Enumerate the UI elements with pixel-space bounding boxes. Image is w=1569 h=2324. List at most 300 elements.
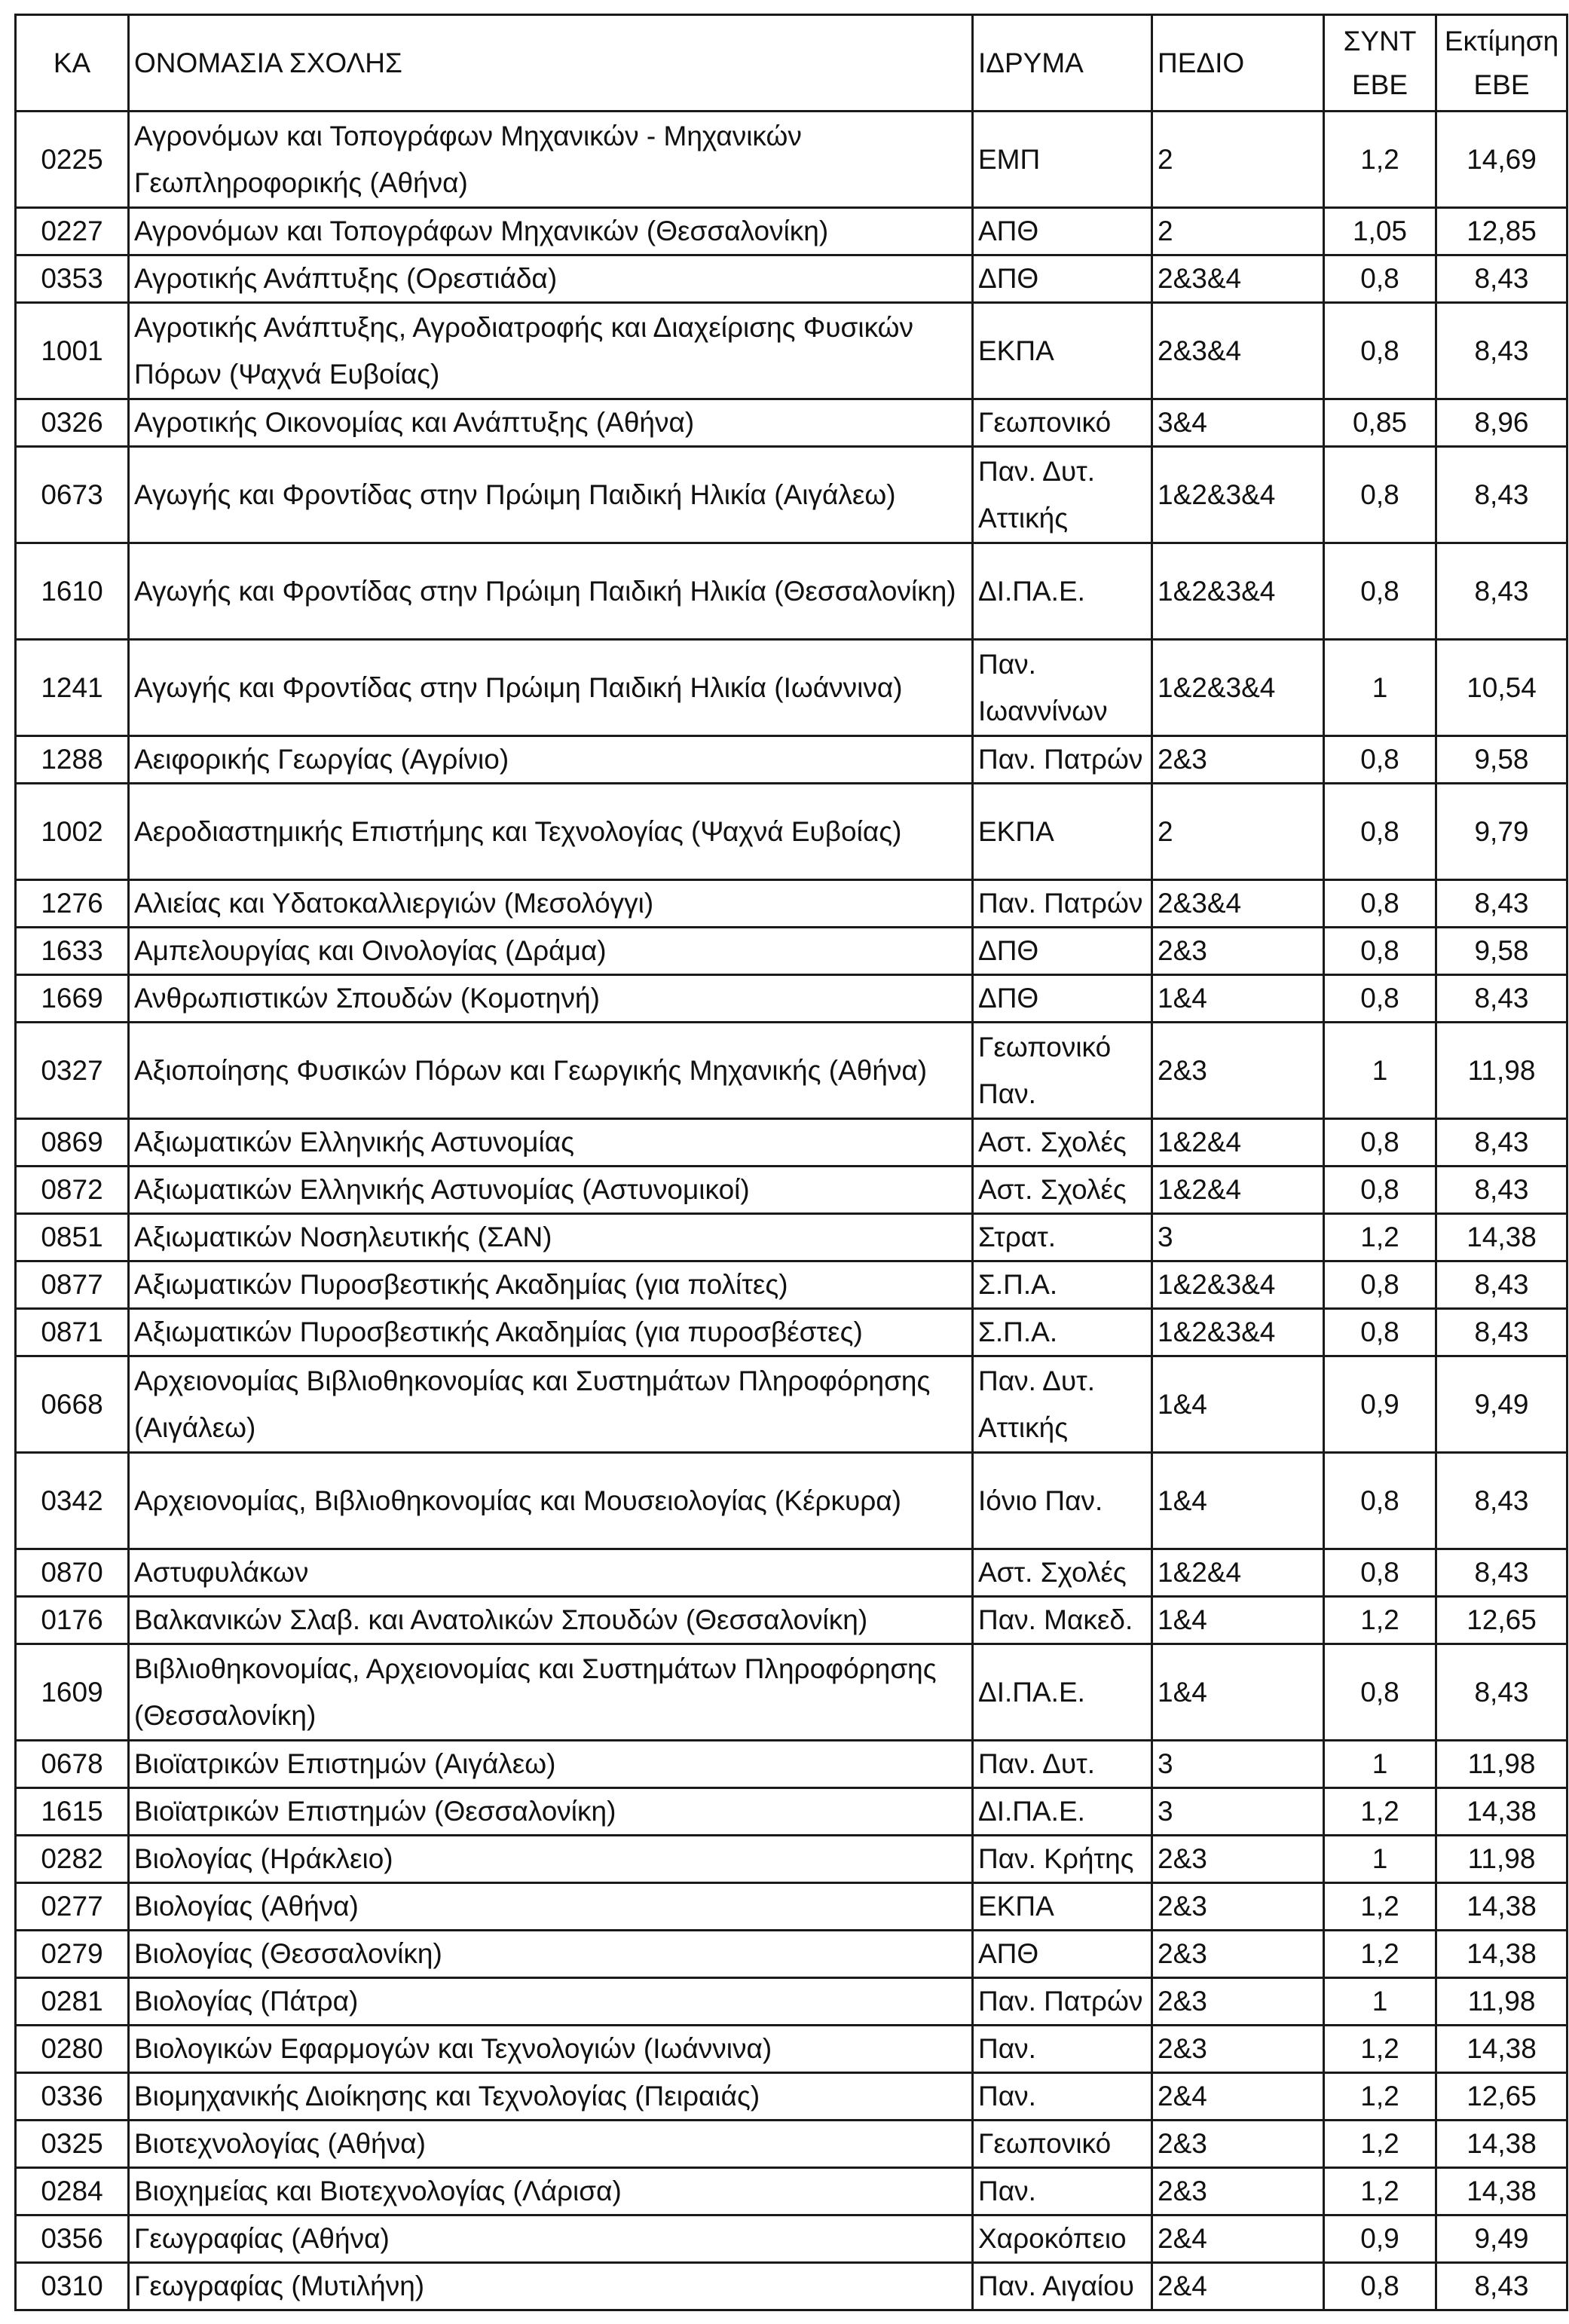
- cell-field-text: 2: [1158, 216, 1173, 246]
- cell-code-text: 0281: [41, 1986, 103, 2017]
- cell-code-text: 0280: [41, 2033, 103, 2064]
- cell-coefficient: [1324, 2263, 1436, 2310]
- cell-institution: [973, 784, 1152, 880]
- cell-estimate: [1436, 255, 1567, 303]
- cell-school-name-text: Βιοτεχνολογίας (Αθήνα): [134, 2128, 426, 2159]
- cell-code-text: 1001: [41, 335, 103, 366]
- table-row: [16, 255, 1567, 303]
- cell-estimate: [1436, 399, 1567, 447]
- cell-estimate: [1436, 1309, 1567, 1356]
- cell-school-name: [129, 1978, 973, 2026]
- cell-institution-text: Γεωπονικό Παν.: [978, 1031, 1112, 1109]
- cell-institution-text: ΔΠΘ: [978, 263, 1039, 294]
- cell-school-name: [129, 2215, 973, 2263]
- table-row: [16, 303, 1567, 399]
- cell-school-name: [129, 1644, 973, 1741]
- cell-school-name-text: Αρχειονομίας, Βιβλιοθηκονομίας και Μουσειολογίας (Κέρκυρα): [134, 1485, 901, 1516]
- cell-institution-text: Ιόνιο Παν.: [978, 1485, 1103, 1516]
- cell-school-name: [129, 1788, 973, 1836]
- cell-school-name: [129, 2026, 973, 2073]
- cell-field-text: 3&4: [1158, 407, 1207, 438]
- cell-field-text: 3: [1158, 1222, 1173, 1252]
- cell-field-text: 3: [1158, 1748, 1173, 1779]
- cell-code-text: 0678: [41, 1748, 103, 1779]
- cell-school-name-text: Βιολογίας (Αθήνα): [134, 1891, 359, 1922]
- cell-school-name-text: Αγωγής και Φροντίδας στην Πρώιμη Παιδική Ηλικία (Ιωάννινα): [134, 671, 903, 703]
- cell-coefficient: [1324, 784, 1436, 880]
- cell-code-text: 0877: [41, 1269, 103, 1300]
- cell-estimate: [1436, 1214, 1567, 1261]
- cell-code-text: 0310: [41, 2270, 103, 2301]
- cell-coefficient: [1324, 2121, 1436, 2168]
- cell-code-text: 0871: [41, 1316, 103, 1347]
- cell-coefficient-text: 1: [1372, 1843, 1388, 1874]
- cell-estimate: [1436, 784, 1567, 880]
- cell-school-name: [129, 928, 973, 975]
- cell-estimate-text: 8,96: [1474, 407, 1529, 438]
- table-row: [16, 1453, 1567, 1549]
- cell-coefficient: [1324, 880, 1436, 928]
- cell-coefficient: [1324, 1597, 1436, 1644]
- cell-code-text: 1609: [41, 1676, 103, 1708]
- cell-school-name-text: Αλιείας και Υδατοκαλλιεργιών (Μεσολόγγι): [134, 888, 654, 919]
- cell-code: [16, 1836, 129, 1883]
- cell-school-name-text: Ανθρωπιστικών Σπουδών (Κομοτηνή): [134, 983, 600, 1014]
- cell-code-text: 0869: [41, 1127, 103, 1157]
- cell-field-text: 2: [1158, 143, 1173, 175]
- cell-field-text: 1&4: [1158, 1676, 1207, 1708]
- cell-code: [16, 1883, 129, 1931]
- cell-estimate: [1436, 2073, 1567, 2121]
- cell-field-text: 2: [1158, 815, 1173, 847]
- table-row: [16, 1214, 1567, 1261]
- cell-estimate-text: 9,58: [1474, 935, 1529, 966]
- cell-coefficient: [1324, 1356, 1436, 1453]
- cell-institution-text: ΕΚΠΑ: [978, 815, 1054, 847]
- cell-field-text: 1&2&3&4: [1158, 1316, 1276, 1347]
- cell-institution-text: ΔΠΘ: [978, 983, 1039, 1014]
- cell-estimate: [1436, 1167, 1567, 1214]
- cell-institution-text: ΑΠΘ: [978, 1938, 1039, 1969]
- header-coefficient: ΣΥΝΤ ΕΒΕ: [1324, 15, 1436, 112]
- cell-code-text: 0356: [41, 2223, 103, 2254]
- cell-institution: [973, 1309, 1152, 1356]
- cell-school-name-text: Βιολογίας (Θεσσαλονίκη): [134, 1938, 442, 1969]
- cell-estimate-text: 14,38: [1467, 1796, 1537, 1827]
- cell-institution-text: Παν. Κρήτης: [978, 1843, 1134, 1874]
- cell-institution-text: ΔΙ.ΠΑ.Ε.: [978, 1796, 1085, 1827]
- cell-school-name-text: Αγωγής και Φροντίδας στην Πρώιμη Παιδική Ηλικία (Θεσσαλονίκη): [134, 575, 956, 607]
- table-row: [16, 1309, 1567, 1356]
- table-row: [16, 208, 1567, 255]
- cell-coefficient: [1324, 1883, 1436, 1931]
- cell-institution: [973, 303, 1152, 399]
- cell-coefficient: [1324, 208, 1436, 255]
- cell-institution-text: Παν.: [978, 2033, 1036, 2064]
- cell-school-name: [129, 1023, 973, 1119]
- cell-school-name-text: Αγροτικής Ανάπτυξης (Ορεστιάδα): [134, 263, 558, 294]
- cell-institution-text: ΕΚΠΑ: [978, 335, 1054, 366]
- table-row: [16, 543, 1567, 640]
- cell-institution: [973, 1741, 1152, 1788]
- cell-estimate-text: 8,43: [1474, 2270, 1529, 2301]
- cell-school-name-text: Αξιωματικών Ελληνικής Αστυνομίας (Αστυνομικοί): [134, 1174, 750, 1205]
- cell-field-text: 2&3: [1158, 1986, 1207, 2017]
- cell-school-name-text: Βιολογίας (Πάτρα): [134, 1986, 359, 2017]
- cell-code: [16, 1261, 129, 1309]
- cell-institution-text: Αστ. Σχολές: [978, 1557, 1127, 1588]
- cell-institution-text: Παν. Πατρών: [978, 1986, 1143, 2017]
- cell-code: [16, 2168, 129, 2215]
- cell-institution-text: Παν. Ιωαννίνων: [978, 648, 1108, 726]
- cell-coefficient-text: 0,8: [1360, 1485, 1399, 1516]
- cell-code-text: 1615: [41, 1796, 103, 1827]
- cell-school-name-text: Βιολογικών Εφαρμογών και Τεχνολογιών (Ιωάννινα): [134, 2033, 772, 2064]
- cell-school-name-text: Αγρονόμων και Τοπογράφων Μηχανικών - Μηχανικών Γεωπληροφορικής (Αθήνα): [134, 120, 802, 198]
- cell-coefficient-text: 1,2: [1360, 1796, 1399, 1827]
- cell-field-text: 1&2&4: [1158, 1174, 1242, 1205]
- cell-school-name: [129, 447, 973, 543]
- cell-coefficient-text: 0,8: [1360, 815, 1399, 847]
- cell-coefficient-text: 1,2: [1360, 143, 1399, 175]
- cell-school-name-text: Αειφορικής Γεωργίας (Αγρίνιο): [134, 744, 509, 775]
- cell-school-name-text: Αξιωματικών Ελληνικής Αστυνομίας: [134, 1127, 574, 1157]
- cell-institution-text: Χαροκόπειο: [978, 2223, 1127, 2254]
- cell-estimate: [1436, 928, 1567, 975]
- cell-field-text: 2&4: [1158, 2223, 1207, 2254]
- table-row: [16, 1741, 1567, 1788]
- cell-estimate-text: 8,43: [1474, 888, 1529, 919]
- cell-estimate: [1436, 736, 1567, 784]
- cell-field-text: 2&3: [1158, 1054, 1207, 1086]
- cell-school-name: [129, 880, 973, 928]
- cell-field-text: 1&2&3&4: [1158, 575, 1276, 607]
- cell-institution-text: Στρατ.: [978, 1222, 1057, 1252]
- cell-estimate-text: 14,38: [1467, 1938, 1537, 1969]
- cell-field-text: 2&3: [1158, 1843, 1207, 1874]
- cell-estimate: [1436, 208, 1567, 255]
- cell-school-name-text: Αξιωματικών Πυροσβεστικής Ακαδημίας (για πυροσβέστες): [134, 1316, 863, 1347]
- cell-code: [16, 928, 129, 975]
- cell-school-name-text: Αμπελουργίας και Οινολογίας (Δράμα): [134, 935, 607, 966]
- cell-school-name: [129, 1549, 973, 1597]
- cell-field-text: 2&4: [1158, 2081, 1207, 2111]
- cell-coefficient-text: 1: [1372, 1748, 1388, 1779]
- cell-estimate-text: 14,38: [1467, 1222, 1537, 1252]
- cell-code-text: 1288: [41, 744, 103, 775]
- cell-school-name-text: Αξιοποίησης Φυσικών Πόρων και Γεωργικής Μηχανικής (Αθήνα): [134, 1054, 928, 1086]
- cell-coefficient: [1324, 640, 1436, 736]
- cell-coefficient: [1324, 975, 1436, 1023]
- cell-field: [1152, 1167, 1324, 1214]
- table-row: [16, 880, 1567, 928]
- cell-school-name: [129, 1214, 973, 1261]
- cell-field: [1152, 784, 1324, 880]
- cell-school-name-text: Βιοϊατρικών Επιστημών (Θεσσαλονίκη): [134, 1796, 616, 1827]
- cell-school-name: [129, 2168, 973, 2215]
- table-row: [16, 1836, 1567, 1883]
- cell-estimate: [1436, 112, 1567, 208]
- cell-estimate-text: 11,98: [1467, 1748, 1536, 1779]
- cell-institution: [973, 1356, 1152, 1453]
- table-row: [16, 2121, 1567, 2168]
- cell-school-name: [129, 2073, 973, 2121]
- cell-coefficient: [1324, 399, 1436, 447]
- cell-code: [16, 2026, 129, 2073]
- cell-school-name-text: Αστυφυλάκων: [134, 1557, 309, 1588]
- cell-estimate-text: 8,43: [1474, 1676, 1529, 1708]
- cell-institution: [973, 1788, 1152, 1836]
- cell-code-text: 0284: [41, 2176, 103, 2206]
- cell-code-text: 0225: [41, 143, 103, 175]
- cell-coefficient: [1324, 2026, 1436, 2073]
- cell-coefficient: [1324, 1931, 1436, 1978]
- cell-coefficient-text: 0,9: [1360, 2223, 1399, 2254]
- cell-coefficient-text: 1,2: [1360, 1222, 1399, 1252]
- cell-school-name-text: Αγροτικής Οικονομίας και Ανάπτυξης (Αθήνα): [134, 407, 695, 438]
- schools-table: [14, 14, 1568, 2311]
- cell-code-text: 0227: [41, 216, 103, 246]
- cell-estimate: [1436, 975, 1567, 1023]
- cell-school-name: [129, 1597, 973, 1644]
- cell-coefficient-text: 0,8: [1360, 983, 1399, 1014]
- table-row: [16, 1119, 1567, 1167]
- cell-estimate: [1436, 1023, 1567, 1119]
- cell-coefficient-text: 1,2: [1360, 1604, 1399, 1635]
- cell-estimate: [1436, 2121, 1567, 2168]
- cell-estimate-text: 9,49: [1474, 2223, 1529, 2254]
- cell-institution: [973, 255, 1152, 303]
- cell-code-text: 0870: [41, 1557, 103, 1588]
- cell-estimate-text: 8,43: [1474, 575, 1529, 607]
- header-field: ΠΕΔΙΟ: [1152, 15, 1324, 112]
- cell-code: [16, 208, 129, 255]
- cell-institution-text: Παν. Πατρών: [978, 888, 1143, 919]
- cell-code: [16, 1931, 129, 1978]
- cell-code: [16, 2263, 129, 2310]
- cell-estimate-text: 8,43: [1474, 263, 1529, 294]
- cell-field-text: 2&4: [1158, 2270, 1207, 2301]
- cell-code-text: 0673: [41, 479, 103, 510]
- cell-field: [1152, 1644, 1324, 1741]
- cell-estimate-text: 14,38: [1467, 1891, 1537, 1922]
- cell-estimate-text: 14,38: [1467, 2128, 1537, 2159]
- cell-institution: [973, 1119, 1152, 1167]
- cell-institution: [973, 1453, 1152, 1549]
- cell-code-text: 1002: [41, 815, 103, 847]
- cell-institution-text: Σ.Π.Α.: [978, 1269, 1058, 1300]
- cell-coefficient-text: 0,8: [1360, 1316, 1399, 1347]
- cell-coefficient: [1324, 1119, 1436, 1167]
- cell-school-name: [129, 255, 973, 303]
- cell-school-name: [129, 1931, 973, 1978]
- cell-school-name: [129, 1741, 973, 1788]
- cell-coefficient-text: 0,8: [1360, 479, 1399, 510]
- cell-estimate: [1436, 2215, 1567, 2263]
- cell-institution: [973, 1931, 1152, 1978]
- cell-coefficient: [1324, 1788, 1436, 1836]
- cell-coefficient: [1324, 255, 1436, 303]
- cell-coefficient: [1324, 2215, 1436, 2263]
- cell-code: [16, 880, 129, 928]
- cell-institution: [973, 1978, 1152, 2026]
- cell-field-text: 2&3: [1158, 2128, 1207, 2159]
- header-estimate: Εκτίμηση ΕΒΕ: [1436, 15, 1567, 112]
- cell-coefficient-text: 0,8: [1360, 263, 1399, 294]
- cell-code-text: 0326: [41, 407, 103, 438]
- cell-estimate-text: 8,43: [1474, 335, 1529, 366]
- cell-field: [1152, 1883, 1324, 1931]
- cell-field: [1152, 1261, 1324, 1309]
- table-row: [16, 928, 1567, 975]
- cell-code-text: 0336: [41, 2081, 103, 2111]
- cell-institution: [973, 2215, 1152, 2263]
- cell-field-text: 1&2&3&4: [1158, 1269, 1276, 1300]
- cell-field: [1152, 1597, 1324, 1644]
- cell-field: [1152, 2215, 1324, 2263]
- cell-code-text: 0176: [41, 1604, 103, 1635]
- table-row: [16, 2215, 1567, 2263]
- cell-field-text: 2&3&4: [1158, 263, 1242, 294]
- cell-institution: [973, 640, 1152, 736]
- cell-school-name: [129, 736, 973, 784]
- cell-institution-text: ΔΠΘ: [978, 935, 1039, 966]
- cell-field: [1152, 2263, 1324, 2310]
- cell-field: [1152, 255, 1324, 303]
- cell-estimate: [1436, 1931, 1567, 1978]
- cell-coefficient: [1324, 1549, 1436, 1597]
- cell-estimate-text: 10,54: [1467, 671, 1537, 703]
- cell-field: [1152, 640, 1324, 736]
- table-row: [16, 2168, 1567, 2215]
- cell-estimate: [1436, 2168, 1567, 2215]
- cell-institution: [973, 975, 1152, 1023]
- cell-institution-text: Αστ. Σχολές: [978, 1127, 1127, 1157]
- cell-code: [16, 1788, 129, 1836]
- cell-coefficient: [1324, 1261, 1436, 1309]
- cell-estimate-text: 11,98: [1467, 1986, 1536, 2017]
- cell-field: [1152, 2026, 1324, 2073]
- cell-code-text: 0279: [41, 1938, 103, 1969]
- cell-institution: [973, 2073, 1152, 2121]
- table-row: [16, 1644, 1567, 1741]
- table-row: [16, 447, 1567, 543]
- cell-estimate: [1436, 640, 1567, 736]
- cell-coefficient-text: 0,8: [1360, 1557, 1399, 1588]
- cell-institution: [973, 2168, 1152, 2215]
- cell-field: [1152, 399, 1324, 447]
- cell-field-text: 1&2&3&4: [1158, 479, 1276, 510]
- cell-institution-text: Αστ. Σχολές: [978, 1174, 1127, 1205]
- cell-institution-text: Παν. Αιγαίου: [978, 2270, 1134, 2301]
- cell-school-name: [129, 1883, 973, 1931]
- cell-coefficient: [1324, 543, 1436, 640]
- cell-institution-text: Γεωπονικό: [978, 407, 1112, 438]
- table-row: [16, 784, 1567, 880]
- cell-code: [16, 2215, 129, 2263]
- cell-coefficient-text: 1,2: [1360, 2033, 1399, 2064]
- cell-institution-text: ΔΙ.ΠΑ.Ε.: [978, 1676, 1085, 1708]
- cell-estimate-text: 9,58: [1474, 744, 1529, 775]
- cell-field-text: 2&3: [1158, 744, 1207, 775]
- cell-coefficient: [1324, 303, 1436, 399]
- cell-school-name-text: Γεωγραφίας (Αθήνα): [134, 2223, 390, 2254]
- cell-code: [16, 1741, 129, 1788]
- cell-estimate: [1436, 1453, 1567, 1549]
- cell-school-name: [129, 2121, 973, 2168]
- cell-field: [1152, 1214, 1324, 1261]
- cell-estimate-text: 14,38: [1467, 2176, 1537, 2206]
- cell-estimate: [1436, 1644, 1567, 1741]
- cell-institution-text: ΑΠΘ: [978, 216, 1039, 246]
- cell-coefficient: [1324, 1978, 1436, 2026]
- cell-code-text: 0277: [41, 1891, 103, 1922]
- cell-coefficient-text: 0,8: [1360, 575, 1399, 607]
- cell-field: [1152, 1119, 1324, 1167]
- cell-estimate: [1436, 1356, 1567, 1453]
- table-body: [16, 112, 1567, 2310]
- cell-coefficient-text: 0,8: [1360, 2270, 1399, 2301]
- cell-field: [1152, 2073, 1324, 2121]
- cell-code-text: 0851: [41, 1222, 103, 1252]
- cell-field: [1152, 2168, 1324, 2215]
- cell-estimate: [1436, 1549, 1567, 1597]
- cell-coefficient-text: 1,05: [1352, 216, 1407, 246]
- cell-field-text: 1&4: [1158, 1604, 1207, 1635]
- cell-field-text: 1&2&4: [1158, 1127, 1242, 1157]
- cell-school-name-text: Αγροτικής Ανάπτυξης, Αγροδιατροφής και Διαχείρισης Φυσικών Πόρων (Ψαχνά Ευβοίας): [134, 311, 914, 390]
- cell-coefficient-text: 0,85: [1352, 407, 1407, 438]
- cell-institution-text: Γεωπονικό: [978, 2128, 1112, 2159]
- cell-field-text: 1&4: [1158, 1485, 1207, 1516]
- cell-coefficient: [1324, 1644, 1436, 1741]
- cell-code: [16, 112, 129, 208]
- cell-coefficient-text: 0,8: [1360, 1174, 1399, 1205]
- cell-institution-text: ΕΚΠΑ: [978, 1891, 1054, 1922]
- cell-institution-text: Σ.Π.Α.: [978, 1316, 1058, 1347]
- cell-coefficient: [1324, 1214, 1436, 1261]
- cell-estimate: [1436, 1836, 1567, 1883]
- table-row: [16, 1597, 1567, 1644]
- cell-school-name: [129, 543, 973, 640]
- cell-estimate: [1436, 1597, 1567, 1644]
- cell-institution: [973, 1597, 1152, 1644]
- cell-institution: [973, 208, 1152, 255]
- table-row: [16, 2263, 1567, 2310]
- cell-field-text: 1&4: [1158, 1388, 1207, 1420]
- cell-code-text: 1669: [41, 983, 103, 1014]
- cell-coefficient-text: 1,2: [1360, 2176, 1399, 2206]
- cell-estimate: [1436, 1978, 1567, 2026]
- cell-school-name: [129, 1836, 973, 1883]
- cell-school-name: [129, 1309, 973, 1356]
- cell-school-name-text: Βιομηχανικής Διοίκησης και Τεχνολογίας (Πειραιάς): [134, 2081, 760, 2111]
- cell-school-name-text: Αξιωματικών Πυροσβεστικής Ακαδημίας (για πολίτες): [134, 1269, 788, 1300]
- cell-code: [16, 1214, 129, 1261]
- cell-institution-text: Παν. Δυτ. Αττικής: [978, 1365, 1095, 1443]
- cell-coefficient-text: 1: [1372, 671, 1388, 703]
- cell-coefficient-text: 0,8: [1360, 1676, 1399, 1708]
- cell-code: [16, 1549, 129, 1597]
- cell-school-name-text: Βιολογίας (Ηράκλειο): [134, 1843, 393, 1874]
- cell-estimate: [1436, 2263, 1567, 2310]
- cell-estimate: [1436, 303, 1567, 399]
- cell-estimate: [1436, 880, 1567, 928]
- cell-field: [1152, 543, 1324, 640]
- cell-estimate: [1436, 1741, 1567, 1788]
- cell-institution: [973, 2263, 1152, 2310]
- cell-estimate-text: 9,49: [1474, 1388, 1529, 1420]
